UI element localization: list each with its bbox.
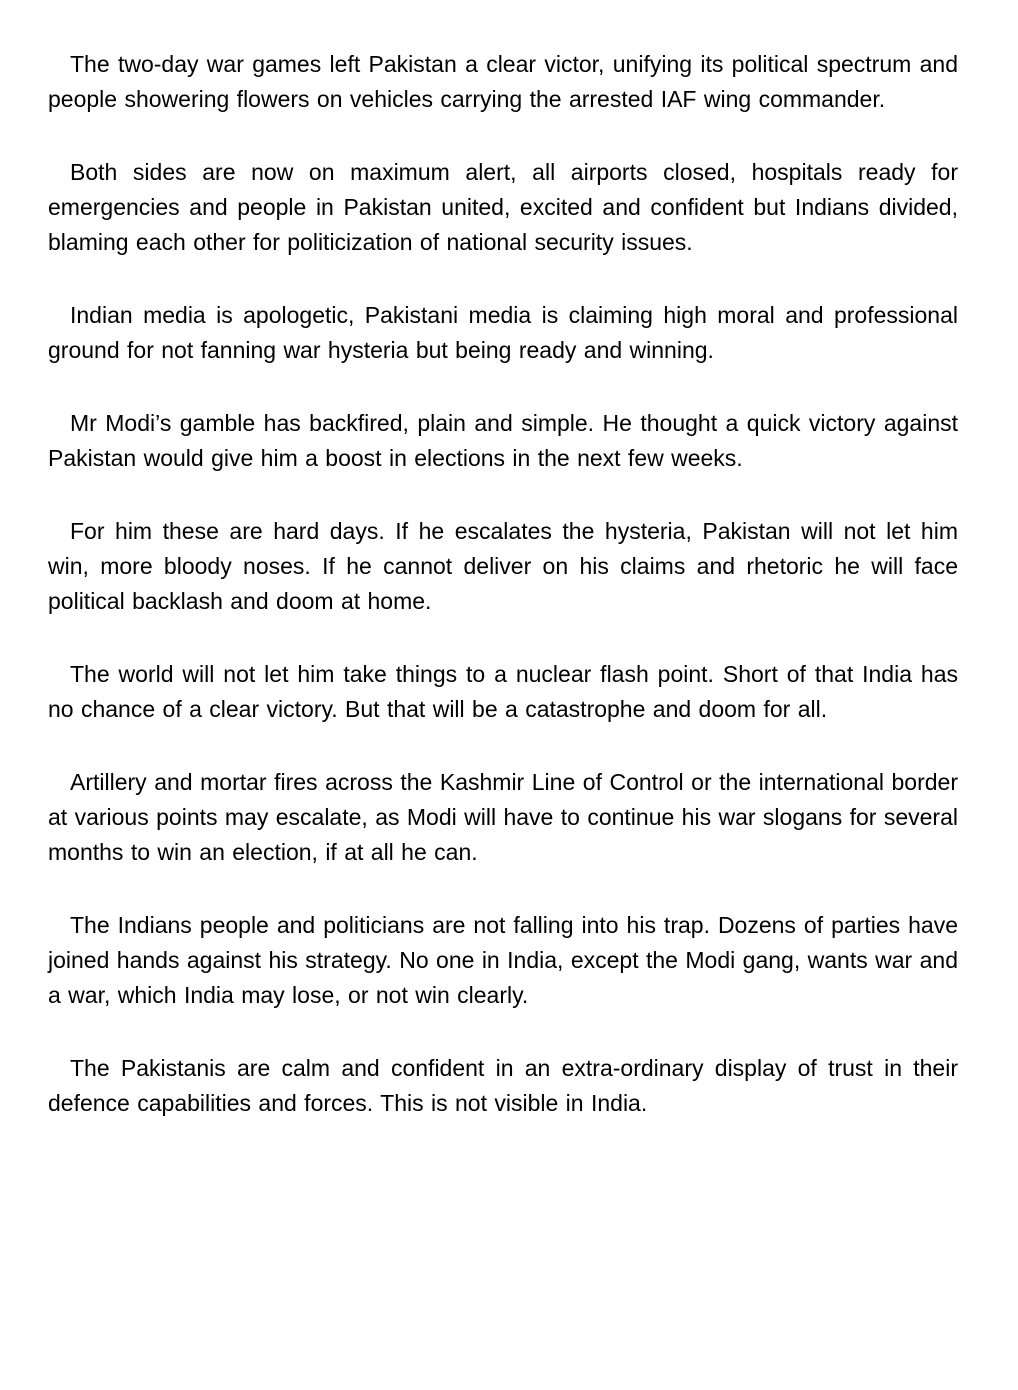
paragraph-media: Indian media is apologetic, Pakistani media is claiming high moral and professional ground for not fanning war hysteria but being ready and winning. bbox=[48, 302, 958, 363]
paragraph-indian-politicians: The Indians people and politicians are not falling into his trap. Dozens of parties have joined hands against his strategy. No one in India, except the Modi gang, wants war and a war, which India may lose, or not win clearly. bbox=[48, 912, 958, 1008]
paragraph-modi-gamble: Mr Modi’s gamble has backfired, plain and simple. He thought a quick victory against Pakistan would give him a boost in elections in the next few weeks. bbox=[48, 410, 958, 471]
paragraph-war-games: The two-day war games left Pakistan a clear victor, unifying its political spectrum and people showering flowers on vehicles carrying the arrested IAF wing commander. bbox=[48, 51, 958, 112]
paragraph-maximum-alert: Both sides are now on maximum alert, all airports closed, hospitals ready for emergencies and people in Pakistan united, excited and confident but Indians divided, blaming each other for politicization of national security issues. bbox=[48, 159, 958, 255]
paragraph-artillery: Artillery and mortar fires across the Kashmir Line of Control or the international border at various points may escalate, as Modi will have to continue his war slogans for several months to win an election, if at all he can. bbox=[48, 769, 958, 865]
paragraph-hard-days: For him these are hard days. If he escalates the hysteria, Pakistan will not let him win, more bloody noses. If he cannot deliver on his claims and rhetoric he will face political backlash and doom at home. bbox=[48, 518, 958, 614]
paragraph-pakistanis-calm: The Pakistanis are calm and confident in an extra-ordinary display of trust in their defence capabilities and forces. This is not visible in India. bbox=[48, 1055, 958, 1116]
paragraph-nuclear-flash-point: The world will not let him take things to a nuclear flash point. Short of that India has no chance of a clear victory. But that will be a catastrophe and doom for all. bbox=[48, 661, 958, 722]
